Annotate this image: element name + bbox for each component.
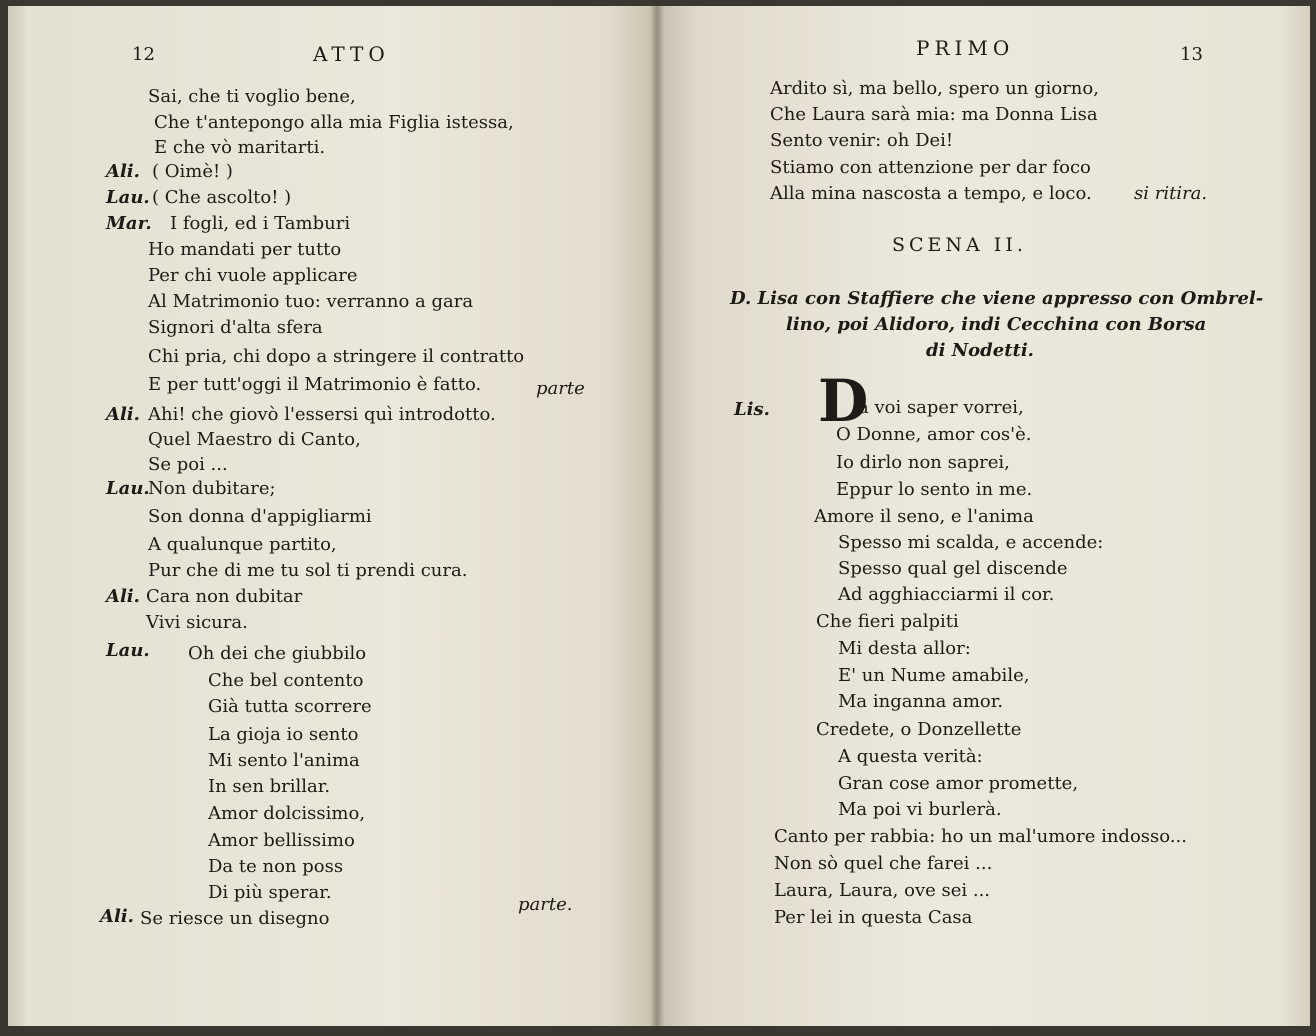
aria-line: E' un Nume amabile, [838,665,1030,686]
running-header-left: ATTO [313,42,390,66]
speaker-ali: Ali. [106,404,140,425]
verse-line: Ho mandati per tutto [148,239,342,260]
verse-line: Non sò quel che farei ... [774,853,993,874]
verse-line: Vivi sicura. [146,612,248,633]
aria-line: Ad agghiacciarmi il cor. [838,584,1055,605]
verse-line: Se poi ... [148,454,228,475]
verse-line: E per tutt'oggi il Matrimonio è fatto. [148,374,482,395]
verse-line: Ahi! che giovò l'essersi quì introdotto. [148,404,496,425]
stage-direction: parte. [518,894,573,915]
verse-line: Amor dolcissimo, [208,803,366,824]
stage-direction: si ritira. [1134,183,1208,204]
verse-line: Pur che di me tu sol ti prendi cura. [148,560,468,581]
verse-line: Per lei in questa Casa [774,907,973,928]
aria-line: A questa verità: [838,746,983,767]
verse-line: Amor bellissimo [208,830,355,851]
scene-title: SCENA II. [892,234,1027,256]
verse-line: Quel Maestro di Canto, [148,429,361,450]
verse-line: Oh dei che giubbilo [188,643,367,664]
speaker-lis: Lis. [734,399,770,420]
running-header-right: PRIMO [916,36,1015,60]
scene-description: D. Lisa con Staffiere che viene appresso con Ombrel- [730,288,1264,309]
left-page [8,6,658,1026]
verse-line: Stiamo con attenzione per dar foco [770,157,1091,178]
verse-line: Che bel contento [208,670,364,691]
verse-line: Mi sento l'anima [208,750,360,771]
verse-line: Se riesce un disegno [140,908,330,929]
verse-line: Signori d'alta sfera [148,317,323,338]
verse-line: In sen brillar. [208,776,331,797]
aria-line: Gran cose amor promette, [838,773,1079,794]
verse-line: Non dubitare; [148,478,276,499]
verse-line: Che Laura sarà mia: ma Donna Lisa [770,104,1098,125]
page-number-right: 13 [1180,44,1203,65]
aria-line: Amore il seno, e l'anima [814,506,1034,527]
verse-line: Canto per rabbia: ho un mal'umore indosso... [774,826,1187,847]
speaker-ali: Ali. [106,161,140,182]
verse-line: A qualunque partito, [148,534,337,555]
verse-line: Alla mina nascosta a tempo, e loco. [770,183,1092,204]
aria-line: a voi saper vorrei, [858,397,1024,418]
verse-line: Da te non poss [208,856,344,877]
aria-line: Che fieri palpiti [816,611,959,632]
aria-line: Ma inganna amor. [838,691,1004,712]
verse-line: E che vò maritarti. [154,137,326,158]
page-number-left: 12 [132,44,155,65]
scene-description: di Nodetti. [926,340,1034,361]
verse-line: Che t'antepongo alla mia Figlia istessa, [154,112,514,133]
aria-line: O Donne, amor cos'è. [836,424,1032,445]
verse-line: ( Oimè! ) [152,161,233,182]
verse-line: Son donna d'appigliarmi [148,506,372,527]
aria-line: Spesso qual gel discende [838,558,1068,579]
right-page [658,6,1310,1026]
drop-cap: D [818,367,869,435]
aria-line: Spesso mi scalda, e accende: [838,532,1104,553]
verse-line: Sento venir: oh Dei! [770,130,954,151]
verse-line: Per chi vuole applicare [148,265,358,286]
verse-line: Laura, Laura, ove sei ... [774,880,991,901]
speaker-ali: Ali. [106,586,140,607]
aria-line: Credete, o Donzellette [816,719,1022,740]
verse-line: I fogli, ed i Tamburi [170,213,351,234]
verse-line: Sai, che ti voglio bene, [148,86,356,107]
speaker-lau: Lau. [106,478,150,499]
verse-line: Ardito sì, ma bello, spero un giorno, [770,78,1099,99]
aria-line: Io dirlo non saprei, [836,452,1010,473]
verse-line: ( Che ascolto! ) [152,187,292,208]
speaker-mar: Mar. [106,213,152,234]
aria-line: Ma poi vi burlerà. [838,799,1002,820]
aria-line: Eppur lo sento in me. [836,479,1033,500]
verse-line: La gioja io sento [208,724,359,745]
verse-line: Chi pria, chi dopo a stringere il contratto [148,346,525,367]
speaker-lau: Lau. [106,187,150,208]
verse-line: Cara non dubitar [146,586,303,607]
verse-line: Al Matrimonio tuo: verranno a gara [148,291,474,312]
book-gutter [650,0,664,1036]
aria-line: Mi desta allor: [838,638,971,659]
speaker-lau: Lau. [106,640,150,661]
verse-line: Già tutta scorrere [208,696,372,717]
verse-line: Di più sperar. [208,882,332,903]
scene-description: lino, poi Alidoro, indi Cecchina con Borsa [786,314,1207,335]
stage-direction: parte [536,378,585,399]
speaker-ali: Ali. [100,906,134,927]
